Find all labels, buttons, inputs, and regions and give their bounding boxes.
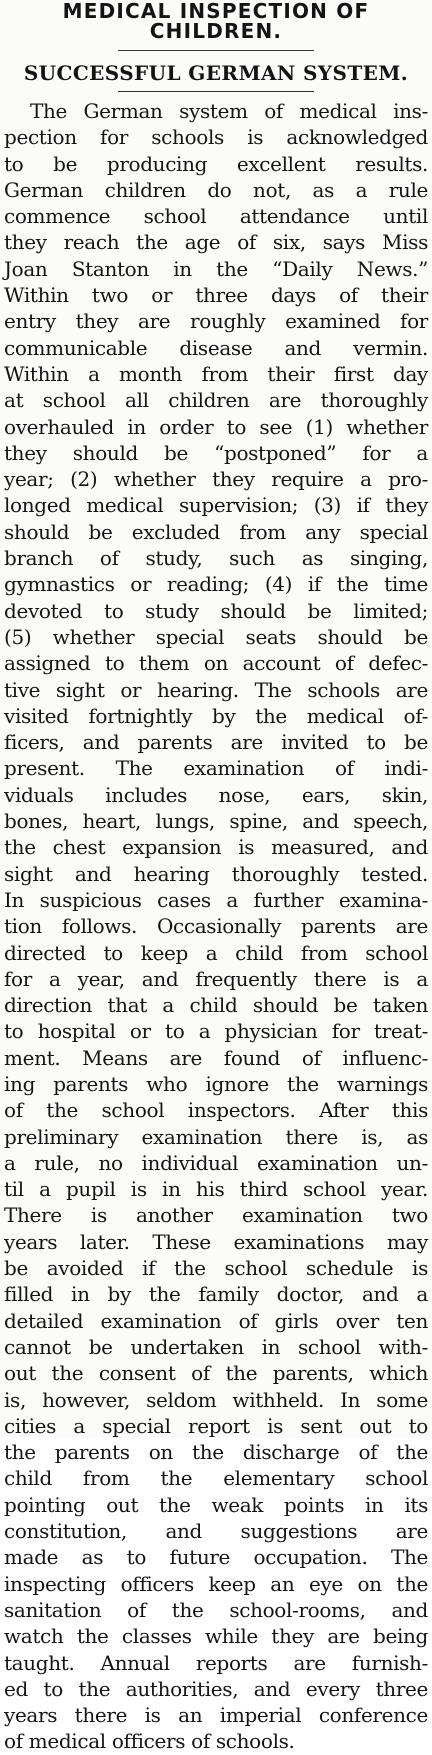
article-body-line: The German system of medical ins- xyxy=(30,99,428,123)
article-body-line: Joan Stanton in the “Daily News.” xyxy=(4,256,428,281)
article-body-line: tion follows. Occasionally parents are xyxy=(4,914,428,939)
article-body-line: devoted to study should be limited; xyxy=(4,598,428,623)
article-body-line: visited fortnightly by the medical of- xyxy=(4,703,428,728)
article-body-line: cities a special report is sent out to xyxy=(4,1413,428,1438)
article-body-line: viduals includes nose, ears, skin, xyxy=(4,782,428,807)
article-body-line: constitution, and suggestions are xyxy=(4,1519,428,1544)
article-body-line: a rule, no individual examination un- xyxy=(4,1150,428,1175)
article-body-line: sight and hearing thoroughly tested. xyxy=(4,861,428,886)
article-body-line: the parents on the discharge of the xyxy=(4,1440,428,1465)
article-body-line: There is another examination two xyxy=(4,1203,428,1228)
article-body-line: ed to the authorities, and every three xyxy=(4,1676,428,1701)
article-body-line: made as to future occupation. The xyxy=(4,1545,428,1570)
article-body-line: commence school attendance until xyxy=(4,204,428,229)
headline-line-1: MEDICAL INSPECTION OF xyxy=(62,0,370,23)
subheadline-divider xyxy=(118,91,314,92)
article-body-line: the chest expansion is measured, and xyxy=(4,835,428,860)
article-body-line: longed medical supervision; (3) if they xyxy=(4,493,428,518)
article-body-line: communicable disease and vermin. xyxy=(4,335,428,360)
article-body-line: out the consent of the parents, which xyxy=(4,1361,428,1386)
article-body-line: bones, heart, lungs, spine, and speech, xyxy=(4,809,428,834)
article-body-line: ment. Means are found of influenc- xyxy=(4,1045,428,1070)
article-body-line: at school all children are thoroughly xyxy=(4,388,428,413)
article-body-line: should be excluded from any special xyxy=(4,519,428,544)
article-body-line: entry they are roughly examined for xyxy=(4,309,428,334)
article-body-line: tive sight or hearing. The schools are xyxy=(4,677,428,702)
article-body-line: inspecting officers keep an eye on the xyxy=(4,1571,428,1596)
article-body-line: is, however, seldom withheld. In some xyxy=(4,1387,428,1412)
headline-divider xyxy=(118,50,314,51)
article-body-line: years there is an imperial conference xyxy=(4,1703,428,1728)
article-body-line: years later. These examinations may xyxy=(4,1229,428,1254)
article-body-line: taught. Annual reports are furnish- xyxy=(4,1650,428,1675)
article-body-line: of medical officers of schools. xyxy=(4,1729,295,1754)
article-body-line: they reach the age of six, says Miss xyxy=(4,230,428,255)
article-body-line: year; (2) whether they require a pro- xyxy=(4,467,428,492)
article-body-line: watch the classes while they are being xyxy=(4,1624,428,1649)
article-body-line: direction that a child should be taken xyxy=(4,993,428,1018)
article-body-line: gymnastics or reading; (4) if the time xyxy=(4,572,428,597)
article-body-line: be avoided if the school schedule is xyxy=(4,1256,428,1281)
article-body-line: filled in by the family doctor, and a xyxy=(4,1282,428,1307)
article-body-line: sanitation of the school-rooms, and xyxy=(4,1597,428,1622)
article-body-line: In suspicious cases a further examina- xyxy=(4,887,428,912)
article-body-line: directed to keep a child from school xyxy=(4,940,428,965)
article-body xyxy=(4,98,428,1755)
article-body-line: til a pupil is in his third school year. xyxy=(4,1177,428,1202)
article-body-line: ficers, and parents are invited to be xyxy=(4,730,428,755)
article-body-line: assigned to them on account of defec- xyxy=(4,651,428,676)
article-body-line: child from the elementary school xyxy=(4,1466,428,1491)
article-body-line: they should be “postponed” for a xyxy=(4,440,428,465)
article-body-line: pection for schools is acknowledged xyxy=(4,125,428,150)
article-body-line: branch of study, such as singing, xyxy=(4,546,428,571)
article-body-line: cannot be undertaken in school with- xyxy=(4,1334,428,1359)
article-body-line: Within a month from their first day xyxy=(4,361,428,386)
article-body-line: German children do not, as a rule xyxy=(4,177,428,202)
article-body-line: for a year, and frequently there is a xyxy=(4,966,428,991)
article-body-line: present. The examination of indi- xyxy=(4,756,428,781)
article-body-line: ing parents who ignore the warnings xyxy=(4,1071,428,1096)
article-body-line: of the school inspectors. After this xyxy=(4,1098,428,1123)
article-body-line: detailed examination of girls over ten xyxy=(4,1308,428,1333)
article-body-line: preliminary examination there is, as xyxy=(4,1124,428,1149)
article-body-line: (5) whether special seats should be xyxy=(4,624,428,649)
article-body-line: overhauled in order to see (1) whether xyxy=(4,414,428,439)
article-body-line: pointing out the weak points in its xyxy=(4,1492,428,1517)
headline-line-2: CHILDREN. xyxy=(149,19,283,43)
article-body-line: to hospital or to a physician for treat- xyxy=(4,1019,428,1044)
subheadline: SUCCESSFUL GERMAN SYSTEM. xyxy=(23,61,409,85)
article-body-line: Within two or three days of their xyxy=(4,283,428,308)
article-body-line: to be producing excellent results. xyxy=(4,151,428,176)
